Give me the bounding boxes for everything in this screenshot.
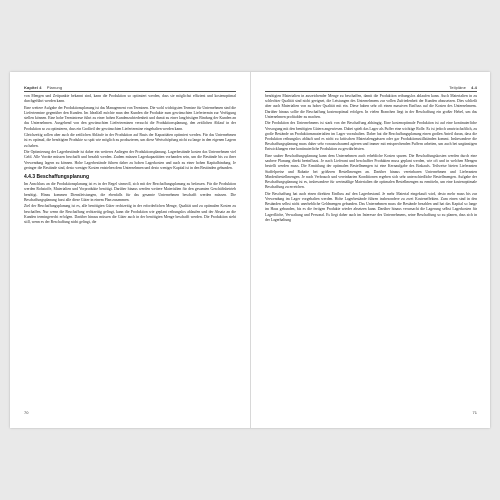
paragraph: Die Beschaffung hat auch einen direkten Einfluss auf den Lagerbestand. Je mehr Material eingekauft wird, desto mehr muss bis zur Verwendung im Lager vorgehalten werden. Hohe Lagerbestände führen insbesondere zu zwei Kosteneffekten. Zum einen sind in den Beständen selbst nicht unerhebliche Geldmengen gebunden. Das Unternehmen muss die Bestände bezahlen und hat das Kapital so lange im Haus gebunden, bis es die fertigen Produkte wieder absetzen kann. Darüber hinaus verursacht die Lagerung selbst Lagerkosten für Lagerfläche, Verwaltung und Personal. Es liegt daher auch im Interesse des Unternehmens, seine Beschaffung so zu planen, dass sich in der Lagerhaltung bbox=[265, 191, 477, 222]
paragraph: Eine sauber Beschaffungsplanung kann dem Unternehmen auch erhebliche Kosten sparen. Die Beschaffungskosten werden durch eine saubere Planung direkt beeinflusst. Je nach Lieferant und beschaffter Produkten muss geplant werden, wie oft und in welchen Mengen bestellt werden muss. Die Ermittlung der optimalen Bestellmengen ist eine Kernaufgabe des Einkaufs. Teilweise bieten Lieferanten Staffelpreise und Rabatte bei größeren Bestellmengen an. Darüber hinaus vereinbaren Unternehmen und Lieferanten Mindestbestellmengen. Je nach Verbrauch und vereinbarten Konditionen ergeben sich sehr unterschiedliche Bestellmengen. Aufgabe der Beschaffungsplanung ist es, insbesondere für wertmäßige Materialien die optimalen Bestellmengen zu ermitteln, um eine kostenoptimale Beschaffung zu erreichen. bbox=[265, 154, 477, 190]
paragraph: Gleichzeitig sollen aber auch die zeitlichen Abläufe in der Produktion auf Basis der Kapazitäten optimiert werden. Für das Unternehmen ist es optimal, die benötigten Produkte so spät wie möglich zu produzieren, um diese Wertschöpfung nicht zu lange in den eigenen Lagern zu haben. bbox=[24, 133, 236, 148]
paragraph: Die Optimierung der Lagerbestände ist daher ein weiteres Anliegen der Produktionsplanung. Lagerbestände kosten das Unternehmen viel Geld. Alle Vorräte müssen beschafft und bezahlt werden. Zudem müssen Lagerkapazitäten vorhanden sein, um die Bestände bis zu ihrer Verwendung lagern zu können. Hohe Lagerbestände führen daher zu hohen Lagerkosten und auch zu einer hohen Kapitalbindung. Je geringer die Bestände sind, desto weniger Kosten entstehen dem Unternehmen und desto weniger Kapital ist in den Beständen gebunden. bbox=[24, 150, 236, 170]
paragraph: Eine weitere Aufgabe der Produktionsplanung ist das Management von Terminen. Die wohl wichtigsten Termine für Unternehmen sind die Liefertermine gegenüber den Kunden. Im Idealfall möchte man den Kunden die Produkte zum gewünschten Liefertermin zur Verfügung stellen können. Eine hohe Termintreue führt zu einer hohen Kundenzufriedenheit und damit zu einer langfristigen Bindung der Kunden an das Unternehmen. Ausgehend von den gewünschten Lieferterminen versucht die Produktionsplanung, den zeitlichen Ablauf in der Produktion so zu optimieren, dass ein Großteil der gewünschten Liefertermine eingehalten werden kann. bbox=[24, 105, 236, 131]
page-body bbox=[24, 94, 236, 227]
book-spread bbox=[10, 72, 490, 428]
page-body bbox=[265, 94, 477, 224]
section-heading: 4.4.3 Beschaffungsplanung bbox=[24, 174, 90, 181]
header-rule bbox=[24, 91, 236, 92]
paragraph: von Mengen und Zeitpunkte bekannt sind, kann die Produktion so optimiert werden, dass sie möglichst effizient und kostenoptimal durchgeführt werden kann. bbox=[24, 94, 236, 104]
running-head bbox=[449, 85, 477, 90]
right-page bbox=[251, 72, 491, 428]
page-number: 71 bbox=[472, 410, 477, 415]
running-head-title: Teilpläne bbox=[449, 85, 466, 90]
page-number: 70 bbox=[24, 410, 29, 415]
running-head-chapter: 4.4 bbox=[471, 85, 477, 90]
running-head bbox=[24, 85, 62, 90]
running-head-chapter: Kapitel 4 bbox=[24, 85, 42, 90]
running-head-title: Planung bbox=[46, 85, 63, 90]
paragraph: benötigten Materialien in ausreichender Menge zu beschaffen, damit die Produktion reibungslos ablaufen kann. Auch Materialien in zu schlechter Qualität sind nicht geeignet, die Leistungen des Unternehmens zur vollen Zufriedenheit der Kunden abzusetzen. Dies schließt aber auch Materialien von zu hoher Qualität mit ein. Diese haben sehr oft einen massiven Einfluss auf die Kosten des Unternehmens. Darüber hinaus sollte die Beschaffung kostenoptimal erfolgen. In vielen Branchen liegt in der Beschaffung ein großer Hebel, um das Unternehmen profitabler zu machen. bbox=[265, 94, 477, 119]
paragraph: Im Anschluss an die Produktionsplanung ist es in der Regel sinnvoll, sich mit der Beschaffungsplanung zu befassen. Für die Produktion werden Rohstoffe, Materialien und Vorprodukte benötigt. Darüber hinaus werden weitere Materialien für den gesamten Geschäftsbetrieb benötigt. Hinzu kommen Dienstleistungen, die ebenfalls für das gesamte Unternehmen beschafft werden müssen. Die Beschaffungsplanung fasst alle diese Güter in einem Plan zusammen. bbox=[24, 182, 236, 202]
left-page bbox=[10, 72, 250, 428]
paragraph: Ziel der Beschaffungsplanung ist es, alle benötigten Güter rechtzeitig in der erforderlichen Menge, Qualität und zu optimalen Kosten zu beschaffen. Nur wenn die Beschaffung rechtzeitig gelingt, kann die Produktion wie geplant reibungslos ablaufen und der Absatz an die Kunden termingerecht erfolgen. Darüber hinaus müssen die Güter auch in der benötigten Menge beschafft werden. Die Produktion steht still, wenn es der Beschaffung nicht gelingt, die bbox=[24, 204, 236, 225]
paragraph: Die Produktion des Unternehmens ist stark von der Beschaffung abhängig. Eine kostenoptimale Produktion ist auf eine kontinuierliche Versorgung mit den benötigten Gütern angewiesen. Dabei spielt das Lager als Puffer eine wichtige Rolle. Es ist jedoch unwirtschaftlich, zu große Bestände an Produktionsmaterialien im Lager vorzuhalten. Daher hat die Beschaffungsplanung einen großen Anteil daran, dass die Produktion reibungslos abläuft und es nicht zu kritischen Materialengpässen oder gar Produktionsstillständen kommt. Insbesondere die Beschaffungsplanung muss daher sehr vorausschauend agieren und immer mit entsprechenden Puffern arbeiten, um auch bei ungünstigen Entwicklungen eine kontinuierliche Produktion zu gewährleisten. bbox=[265, 121, 477, 152]
header-rule bbox=[265, 91, 477, 92]
